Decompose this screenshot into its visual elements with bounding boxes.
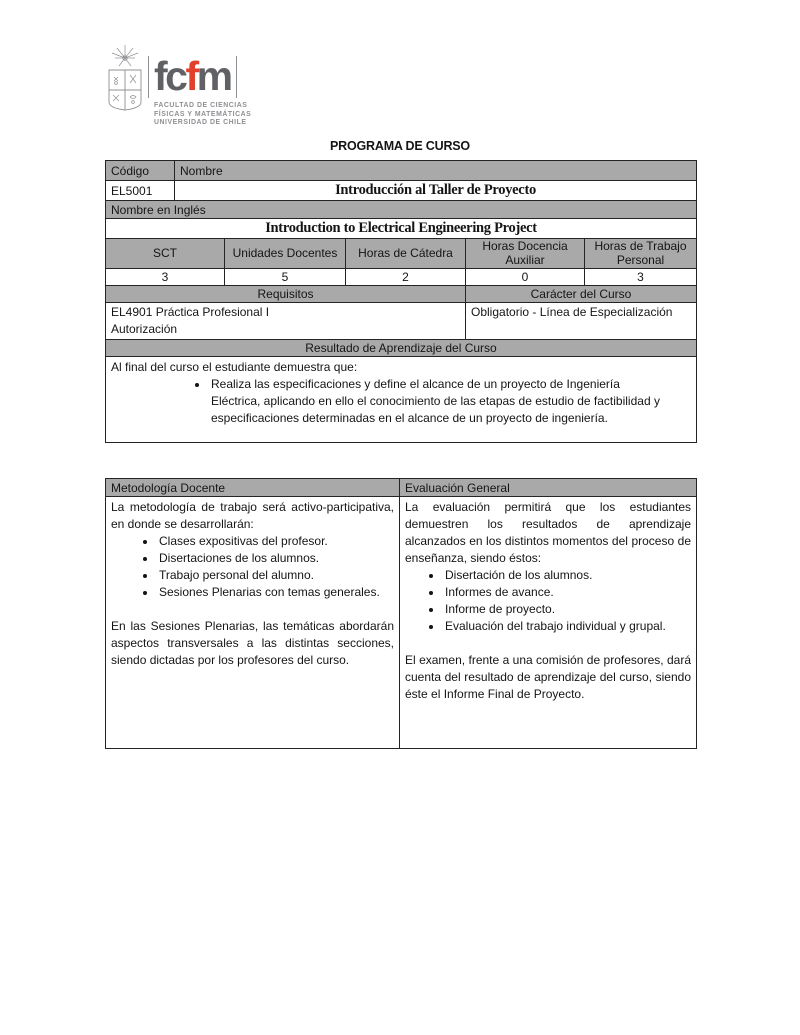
list-item: • Informes de avance. — [443, 584, 691, 601]
metodologia-footer: En las Sesiones Plenarias, las temáticas abordarán aspectos transversales a las distintas secciones, siendo dictadas por los profesores del curso. — [111, 619, 394, 667]
faculty-line: FACULTAD DE CIENCIAS — [154, 102, 248, 109]
table-row — [106, 238, 696, 268]
list-item: • Informe de proyecto. — [443, 601, 691, 618]
metodologia-content-cell — [106, 497, 399, 748]
unidades-docentes-value-cell: 5 — [224, 269, 345, 285]
fcfm-wordmark-block — [148, 44, 251, 128]
metodologia-header-cell: Metodología Docente — [106, 479, 399, 496]
evaluacion-intro: La evaluación permitirá que los estudiantes demuestren los resultados de aprendizaje alcanzados en los distintos momentos del proceso de enseñanza, siendo éstos: — [405, 500, 691, 565]
horas-catedra-header-cell: Horas de Cátedra — [345, 239, 465, 268]
list-item: • Disertación de los alumnos. — [443, 567, 691, 584]
course-name-cell: Introducción al Taller de Proyecto — [174, 181, 696, 200]
page-title: PROGRAMA DE CURSO — [330, 139, 470, 153]
sct-header-cell: SCT — [106, 239, 224, 268]
faculty-line: FÍSICAS Y MATEMÁTICAS — [154, 110, 252, 118]
wordmark-fc: fc — [154, 53, 186, 99]
fcfm-logo — [104, 44, 251, 130]
fcfm-wordmark — [148, 53, 237, 99]
university-shield-icon — [104, 44, 146, 130]
evaluacion-bullet-list — [405, 567, 691, 635]
codigo-header-cell: Código — [106, 161, 174, 180]
list-item: • Evaluación del trabajo individual y grupal. — [443, 618, 691, 635]
requisitos-value-cell — [106, 303, 465, 339]
resultado-content-cell — [106, 357, 696, 442]
horas-trabajo-value-cell: 3 — [584, 269, 696, 285]
table-row — [106, 268, 696, 285]
sct-value-cell: 3 — [161, 270, 169, 284]
list-item: • Disertaciones de los alumnos. — [157, 550, 394, 567]
faculty-line: UNIVERSIDAD DE CHILE — [154, 119, 247, 127]
table-row — [106, 496, 696, 748]
table-row — [106, 180, 696, 200]
horas-catedra-value-cell: 2 — [345, 269, 465, 285]
requisito-line: Autorización — [111, 322, 178, 336]
requisitos-header-cell: Requisitos — [106, 286, 465, 302]
evaluacion-header-cell: Evaluación General — [399, 479, 696, 496]
requisito-line: EL4901 Práctica Profesional I — [111, 305, 270, 319]
nombre-ingles-header-cell: Nombre en Inglés — [106, 201, 696, 218]
horas-trabajo-header-cell: Horas de Trabajo Personal — [584, 239, 696, 268]
table-row — [106, 200, 696, 218]
caracter-value-cell: Obligatorio - Línea de Especialización — [465, 303, 696, 339]
horas-docencia-header-cell: Horas Docencia Auxiliar — [465, 239, 584, 268]
wordmark-f-red: f — [185, 53, 197, 99]
table-row — [106, 339, 696, 356]
table-row — [106, 285, 696, 302]
list-item: • Realiza las especificaciones y define el alcance de un proyecto de Ingeniería Eléctrica, aplicando en ello el conocimiento de las etapas de estudio de factibilidad y especificaciones determinadas en el alcance de un proyecto de ingeniería. — [209, 376, 671, 427]
methodology-evaluation-table — [105, 478, 697, 749]
table-row — [106, 302, 696, 339]
list-item: • Sesiones Plenarias con temas generales. — [157, 584, 394, 601]
resultado-intro: Al final del curso el estudiante demuestra que: — [111, 360, 358, 374]
resultado-header-cell: Resultado de Aprendizaje del Curso — [106, 340, 696, 356]
caracter-header-cell: Carácter del Curso — [465, 286, 696, 302]
faculty-name — [148, 102, 251, 128]
table-row — [106, 356, 696, 442]
table-row — [106, 479, 696, 496]
unidades-docentes-header-cell: Unidades Docentes — [224, 239, 345, 268]
evaluacion-footer: El examen, frente a una comisión de profesores, dará cuenta del resultado de aprendizaje del curso, siendo éste el Informe Final de Proyecto. — [405, 653, 691, 701]
list-item: • Trabajo personal del alumno. — [157, 567, 394, 584]
list-item: • Clases expositivas del profesor. — [157, 533, 394, 550]
horas-docencia-value-cell: 0 — [465, 269, 584, 285]
resultado-bullet-list — [111, 376, 691, 427]
table-row — [106, 218, 696, 238]
codigo-value-cell: EL5001 — [111, 183, 153, 198]
evaluacion-content-cell — [399, 497, 696, 748]
table-row — [106, 161, 696, 180]
nombre-header-cell: Nombre — [174, 161, 696, 180]
course-name-english-cell: Introduction to Electrical Engineering Project — [265, 220, 537, 236]
course-info-table — [105, 160, 697, 443]
metodologia-bullet-list — [111, 533, 394, 601]
metodologia-intro: La metodología de trabajo será activo-participativa, en donde se desarrollarán: — [111, 500, 394, 531]
wordmark-m: m — [196, 53, 231, 99]
